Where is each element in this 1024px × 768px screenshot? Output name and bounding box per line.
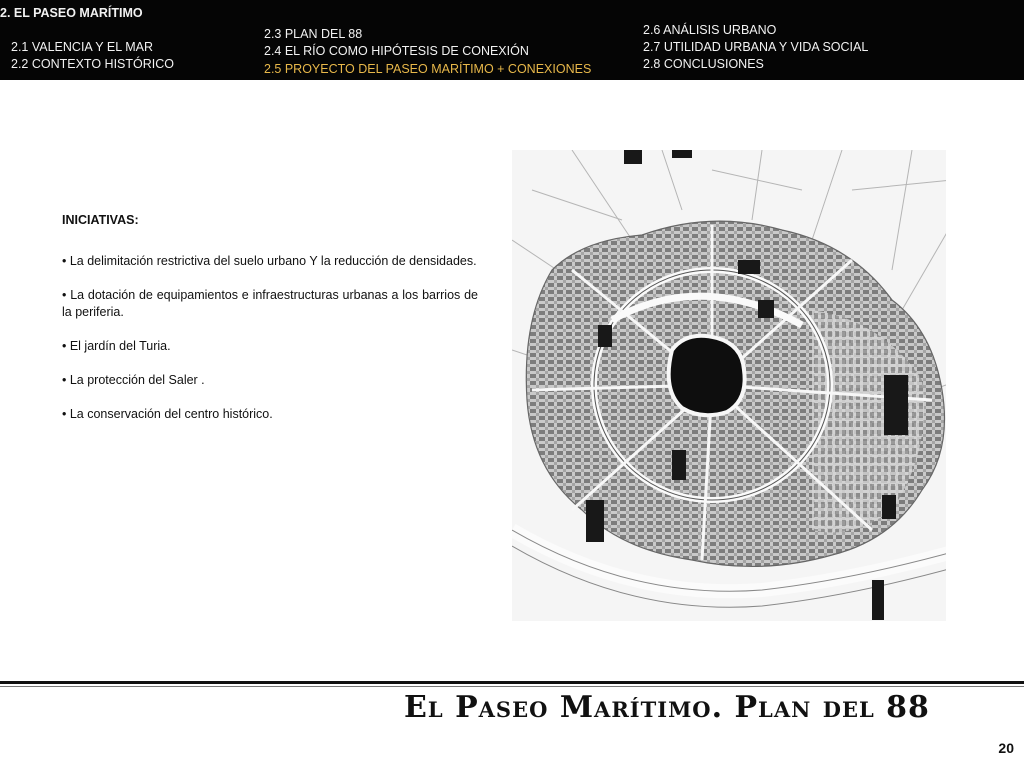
nav-item-contexto-historico[interactable]: 2.2 CONTEXTO HISTÓRICO	[11, 57, 174, 71]
nav-item-conclusiones[interactable]: 2.8 CONCLUSIONES	[643, 57, 764, 71]
initiative-item: • El jardín del Turia.	[62, 339, 171, 353]
initiatives-heading: INICIATIVAS:	[62, 213, 139, 227]
footer-divider	[0, 681, 1024, 684]
initiative-item: • La protección del Saler .	[62, 373, 205, 387]
footer-divider-thin	[0, 686, 1024, 687]
nav-item-plan-del-88[interactable]: 2.3 PLAN DEL 88	[264, 27, 363, 41]
initiatives-panel	[62, 212, 478, 440]
page-number: 20	[998, 740, 1014, 756]
top-navigation-bar	[0, 0, 1024, 80]
city-plan-map-image	[512, 150, 960, 621]
section-title: 2. EL PASEO MARÍTIMO	[0, 6, 143, 20]
city-plan-map-drawing	[512, 150, 960, 621]
nav-item-analisis-urbano[interactable]: 2.6 ANÁLISIS URBANO	[643, 23, 777, 37]
nav-item-utilidad-urbana[interactable]: 2.7 UTILIDAD URBANA Y VIDA SOCIAL	[643, 40, 869, 54]
initiative-item: • La conservación del centro histórico.	[62, 407, 273, 421]
nav-item-valencia-y-el-mar[interactable]: 2.1 VALENCIA Y EL MAR	[11, 40, 153, 54]
slide-title: El Paseo Marítimo. Plan del 88	[404, 690, 930, 725]
nav-item-proyecto-paseo-active[interactable]: 2.5 PROYECTO DEL PASEO MARÍTIMO + CONEXIONES	[264, 62, 592, 76]
initiative-item: • La dotación de equipamientos e infraestructuras urbanas a los barrios de la periferia.	[62, 288, 478, 319]
nav-item-el-rio-hipotesis[interactable]: 2.4 EL RÍO COMO HIPÓTESIS DE CONEXIÓN	[264, 44, 529, 58]
initiative-item: • La delimitación restrictiva del suelo urbano Y la reducción de densidades.	[62, 254, 477, 268]
